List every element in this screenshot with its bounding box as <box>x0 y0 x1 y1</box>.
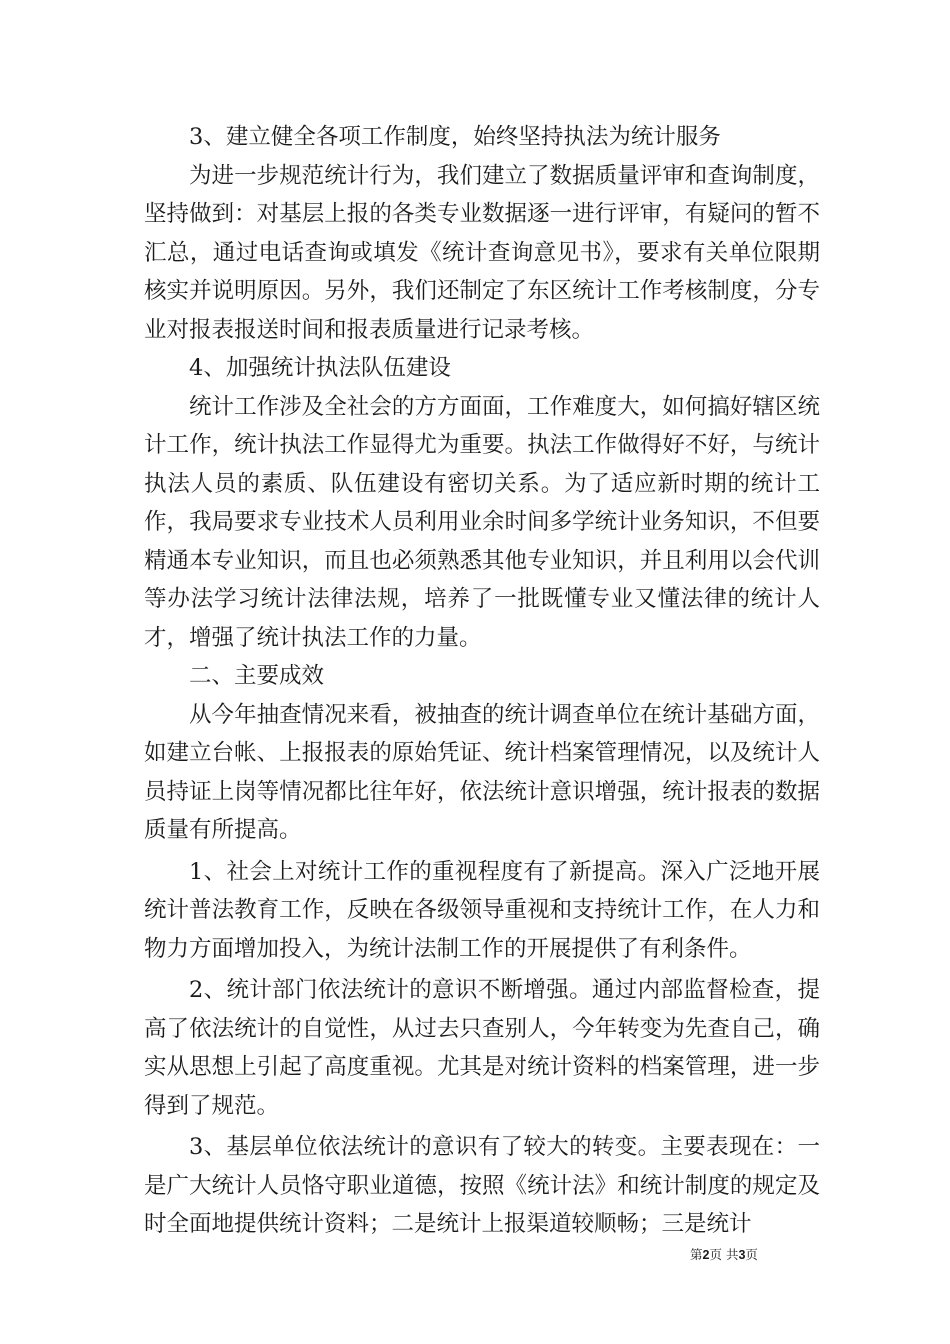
paragraph-result-1: 1、社会上对统计工作的重视程度有了新提高。深入广泛地开展统计普法教育工作，反映在各级领导重视和支持统计工作，在人力和物力方面增加投入，为统计法制工作的开展提供了有利条件。 <box>144 858 820 962</box>
footer-middle: 页 共 <box>709 1247 739 1262</box>
footer-suffix: 页 <box>745 1247 758 1262</box>
page-number-footer <box>690 1247 758 1263</box>
section-heading-team-building: 4、加强统计执法队伍建设 <box>189 355 451 381</box>
section-heading-work-system: 3、建立健全各项工作制度，始终坚持执法为统计服务 <box>189 124 721 150</box>
paragraph-inspection-results: 从今年抽查情况来看，被抽查的统计调查单位在统计基础方面，如建立台帐、上报报表的原始凭证、统计档案管理情况，以及统计人员持证上岗等情况都比往年好，依法统计意识增强，统计报表的数据质量有所提高。 <box>144 701 820 843</box>
paragraph-data-quality: 为进一步规范统计行为，我们建立了数据质量评审和查询制度，坚持做到：对基层上报的各类专业数据逐一进行评审，有疑问的暂不汇总，通过电话查询或填发《统计查询意见书》，要求有关单位限期核实并说明原因。另外，我们还制定了东区统计工作考核制度，分专业对报表报送时间和报表质量进行记录考核。 <box>144 162 820 343</box>
paragraph-team-building: 统计工作涉及全社会的方方面面，工作难度大，如何搞好辖区统计工作，统计执法工作显得尤为重要。执法工作做得好不好，与统计执法人员的素质、队伍建设有密切关系。为了适应新时期的统计工作，我局要求专业技术人员利用业余时间多学统计业务知识，不但要精通本专业知识，而且也必须熟悉其他专业知识，并且利用以会代训等办法学习统计法律法规，培养了一批既懂专业又懂法律的统计人才，增强了统计执法工作的力量。 <box>144 393 820 651</box>
footer-total-pages: 3 <box>738 1248 746 1262</box>
footer-current-page: 2 <box>702 1248 710 1262</box>
paragraph-result-3: 3、基层单位依法统计的意识有了较大的转变。主要表现在：一是广大统计人员恪守职业道德，按照《统计法》和统计制度的规定及时全面地提供统计资料；二是统计上报渠道较顺畅；三是统计 <box>144 1134 820 1237</box>
document-body <box>144 118 820 1244</box>
footer-prefix: 第 <box>690 1247 703 1262</box>
paragraph-result-2: 2、统计部门依法统计的意识不断增强。通过内部监督检查，提高了依法统计的自觉性，从过去只查别人，今年转变为先查自己，确实从思想上引起了高度重视。尤其是对统计资料的档案管理，进一步得到了规范。 <box>144 977 820 1119</box>
section-heading-main-results: 二、主要成效 <box>189 663 325 689</box>
